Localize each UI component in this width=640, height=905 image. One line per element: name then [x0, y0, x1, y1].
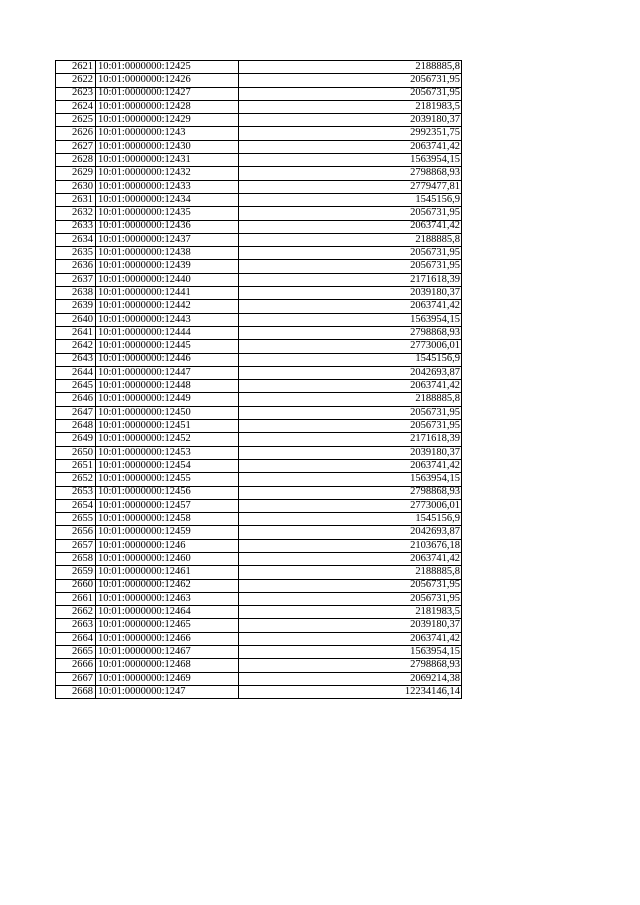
cadastral-number-cell: 10:01:0000000:12450	[96, 406, 239, 419]
table-row	[56, 260, 462, 273]
row-number-cell: 2647	[56, 406, 96, 419]
table-row	[56, 526, 462, 539]
row-number-cell: 2659	[56, 566, 96, 579]
cadastral-number-cell: 10:01:0000000:12439	[96, 260, 239, 273]
table-row	[56, 606, 462, 619]
value-cell: 2056731,95	[239, 579, 462, 592]
value-cell: 2188885,8	[239, 233, 462, 246]
value-cell: 2063741,42	[239, 220, 462, 233]
value-cell: 2773006,01	[239, 340, 462, 353]
table-row	[56, 632, 462, 645]
value-cell: 2056731,95	[239, 247, 462, 260]
table-row	[56, 87, 462, 100]
value-cell: 2181983,5	[239, 606, 462, 619]
row-number-cell: 2642	[56, 340, 96, 353]
value-cell: 2056731,95	[239, 87, 462, 100]
cadastral-number-cell: 10:01:0000000:12429	[96, 114, 239, 127]
table-row	[56, 313, 462, 326]
value-cell: 2039180,37	[239, 287, 462, 300]
value-cell: 1545156,9	[239, 353, 462, 366]
value-cell: 2056731,95	[239, 592, 462, 605]
row-number-cell: 2629	[56, 167, 96, 180]
cadastral-number-cell: 10:01:0000000:12451	[96, 420, 239, 433]
row-number-cell: 2664	[56, 632, 96, 645]
row-number-cell: 2637	[56, 273, 96, 286]
cadastral-number-cell: 10:01:0000000:12457	[96, 499, 239, 512]
cadastral-number-cell: 10:01:0000000:12436	[96, 220, 239, 233]
table-row	[56, 619, 462, 632]
table-row	[56, 393, 462, 406]
value-cell: 2042693,87	[239, 526, 462, 539]
table-row	[56, 233, 462, 246]
table-row	[56, 420, 462, 433]
row-number-cell: 2628	[56, 154, 96, 167]
value-cell: 2798868,93	[239, 326, 462, 339]
value-cell: 2039180,37	[239, 446, 462, 459]
row-number-cell: 2667	[56, 672, 96, 685]
table-row	[56, 672, 462, 685]
cadastral-number-cell: 10:01:0000000:12431	[96, 154, 239, 167]
value-cell: 2188885,8	[239, 393, 462, 406]
cadastral-number-cell: 10:01:0000000:1243	[96, 127, 239, 140]
cadastral-number-cell: 10:01:0000000:12466	[96, 632, 239, 645]
cadastral-number-cell: 10:01:0000000:12465	[96, 619, 239, 632]
table-row	[56, 300, 462, 313]
table-row	[56, 340, 462, 353]
row-number-cell: 2630	[56, 180, 96, 193]
value-cell: 2042693,87	[239, 366, 462, 379]
row-number-cell: 2645	[56, 380, 96, 393]
table-row	[56, 592, 462, 605]
cadastral-number-cell: 10:01:0000000:12456	[96, 486, 239, 499]
cadastral-number-cell: 10:01:0000000:12441	[96, 287, 239, 300]
table-row	[56, 114, 462, 127]
row-number-cell: 2643	[56, 353, 96, 366]
value-cell: 2063741,42	[239, 552, 462, 565]
value-cell: 2063741,42	[239, 632, 462, 645]
cadastral-number-cell: 10:01:0000000:12432	[96, 167, 239, 180]
value-cell: 2779477,81	[239, 180, 462, 193]
cadastral-number-cell: 10:01:0000000:12447	[96, 366, 239, 379]
value-cell: 2039180,37	[239, 114, 462, 127]
cadastral-number-cell: 10:01:0000000:12468	[96, 659, 239, 672]
row-number-cell: 2624	[56, 100, 96, 113]
row-number-cell: 2634	[56, 233, 96, 246]
cadastral-number-cell: 10:01:0000000:12434	[96, 193, 239, 206]
value-cell: 2063741,42	[239, 140, 462, 153]
row-number-cell: 2655	[56, 513, 96, 526]
table-row	[56, 380, 462, 393]
table-row	[56, 180, 462, 193]
row-number-cell: 2651	[56, 459, 96, 472]
table-row	[56, 579, 462, 592]
row-number-cell: 2663	[56, 619, 96, 632]
cadastral-number-cell: 10:01:0000000:12454	[96, 459, 239, 472]
cadastral-number-cell: 10:01:0000000:12440	[96, 273, 239, 286]
row-number-cell: 2639	[56, 300, 96, 313]
row-number-cell: 2660	[56, 579, 96, 592]
table-row	[56, 486, 462, 499]
cadastral-number-cell: 10:01:0000000:1246	[96, 539, 239, 552]
value-cell: 2063741,42	[239, 380, 462, 393]
cadastral-number-cell: 10:01:0000000:12448	[96, 380, 239, 393]
row-number-cell: 2666	[56, 659, 96, 672]
value-cell: 2056731,95	[239, 74, 462, 87]
value-cell: 2798868,93	[239, 486, 462, 499]
table-row	[56, 326, 462, 339]
table-row	[56, 659, 462, 672]
value-cell: 1563954,15	[239, 473, 462, 486]
table-row	[56, 273, 462, 286]
table-row	[56, 539, 462, 552]
value-cell: 2798868,93	[239, 659, 462, 672]
cadastral-number-cell: 10:01:0000000:12426	[96, 74, 239, 87]
table-row	[56, 287, 462, 300]
row-number-cell: 2656	[56, 526, 96, 539]
cadastral-number-cell: 10:01:0000000:12464	[96, 606, 239, 619]
cadastral-number-cell: 10:01:0000000:12469	[96, 672, 239, 685]
row-number-cell: 2650	[56, 446, 96, 459]
value-cell: 2063741,42	[239, 459, 462, 472]
row-number-cell: 2621	[56, 61, 96, 74]
cadastral-number-cell: 10:01:0000000:12438	[96, 247, 239, 260]
value-cell: 1545156,9	[239, 193, 462, 206]
value-cell: 2056731,95	[239, 406, 462, 419]
row-number-cell: 2644	[56, 366, 96, 379]
row-number-cell: 2636	[56, 260, 96, 273]
cadastral-number-cell: 10:01:0000000:12460	[96, 552, 239, 565]
table-row	[56, 247, 462, 260]
table-row	[56, 207, 462, 220]
table-row	[56, 566, 462, 579]
value-cell: 2188885,8	[239, 566, 462, 579]
value-cell: 2798868,93	[239, 167, 462, 180]
table-row	[56, 513, 462, 526]
table-row	[56, 154, 462, 167]
table-body	[56, 61, 462, 699]
cadastral-number-cell: 10:01:0000000:12449	[96, 393, 239, 406]
cadastral-number-cell: 10:01:0000000:12458	[96, 513, 239, 526]
table-row	[56, 446, 462, 459]
table-row	[56, 366, 462, 379]
value-cell: 2171618,39	[239, 433, 462, 446]
row-number-cell: 2648	[56, 420, 96, 433]
row-number-cell: 2649	[56, 433, 96, 446]
table-row	[56, 167, 462, 180]
cadastral-number-cell: 10:01:0000000:12442	[96, 300, 239, 313]
table-row	[56, 220, 462, 233]
value-cell: 2188885,8	[239, 61, 462, 74]
value-cell: 2069214,38	[239, 672, 462, 685]
table-row	[56, 473, 462, 486]
value-cell: 1563954,15	[239, 646, 462, 659]
value-cell: 2773006,01	[239, 499, 462, 512]
table-row	[56, 459, 462, 472]
row-number-cell: 2627	[56, 140, 96, 153]
table-row	[56, 353, 462, 366]
row-number-cell: 2646	[56, 393, 96, 406]
value-cell: 2181983,5	[239, 100, 462, 113]
value-cell: 1563954,15	[239, 313, 462, 326]
table-row	[56, 685, 462, 698]
row-number-cell: 2635	[56, 247, 96, 260]
row-number-cell: 2632	[56, 207, 96, 220]
cadastral-number-cell: 10:01:0000000:12446	[96, 353, 239, 366]
row-number-cell: 2654	[56, 499, 96, 512]
row-number-cell: 2633	[56, 220, 96, 233]
value-cell: 1545156,9	[239, 513, 462, 526]
cadastral-number-cell: 10:01:0000000:12437	[96, 233, 239, 246]
cadastral-number-cell: 10:01:0000000:12461	[96, 566, 239, 579]
table-row	[56, 433, 462, 446]
table-row	[56, 406, 462, 419]
cadastral-number-cell: 10:01:0000000:1247	[96, 685, 239, 698]
value-cell: 2063741,42	[239, 300, 462, 313]
table-row	[56, 74, 462, 87]
row-number-cell: 2626	[56, 127, 96, 140]
table-row	[56, 100, 462, 113]
value-cell: 1563954,15	[239, 154, 462, 167]
value-cell: 2171618,39	[239, 273, 462, 286]
table-row	[56, 499, 462, 512]
value-cell: 2103676,18	[239, 539, 462, 552]
cadastral-number-cell: 10:01:0000000:12463	[96, 592, 239, 605]
cadastral-number-cell: 10:01:0000000:12445	[96, 340, 239, 353]
row-number-cell: 2668	[56, 685, 96, 698]
data-table	[55, 60, 462, 699]
cadastral-number-cell: 10:01:0000000:12433	[96, 180, 239, 193]
row-number-cell: 2662	[56, 606, 96, 619]
cadastral-number-cell: 10:01:0000000:12443	[96, 313, 239, 326]
value-cell: 2056731,95	[239, 207, 462, 220]
row-number-cell: 2658	[56, 552, 96, 565]
row-number-cell: 2657	[56, 539, 96, 552]
cadastral-number-cell: 10:01:0000000:12428	[96, 100, 239, 113]
row-number-cell: 2661	[56, 592, 96, 605]
table-row	[56, 646, 462, 659]
cadastral-number-cell: 10:01:0000000:12459	[96, 526, 239, 539]
table-row	[56, 193, 462, 206]
row-number-cell: 2640	[56, 313, 96, 326]
row-number-cell: 2653	[56, 486, 96, 499]
cadastral-number-cell: 10:01:0000000:12452	[96, 433, 239, 446]
row-number-cell: 2625	[56, 114, 96, 127]
value-cell: 2039180,37	[239, 619, 462, 632]
cadastral-number-cell: 10:01:0000000:12467	[96, 646, 239, 659]
cadastral-number-cell: 10:01:0000000:12455	[96, 473, 239, 486]
table-row	[56, 140, 462, 153]
value-cell: 2992351,75	[239, 127, 462, 140]
cadastral-number-cell: 10:01:0000000:12444	[96, 326, 239, 339]
row-number-cell: 2631	[56, 193, 96, 206]
cadastral-number-cell: 10:01:0000000:12462	[96, 579, 239, 592]
value-cell: 2056731,95	[239, 420, 462, 433]
row-number-cell: 2638	[56, 287, 96, 300]
cadastral-number-cell: 10:01:0000000:12430	[96, 140, 239, 153]
row-number-cell: 2622	[56, 74, 96, 87]
row-number-cell: 2652	[56, 473, 96, 486]
cadastral-number-cell: 10:01:0000000:12453	[96, 446, 239, 459]
cadastral-number-cell: 10:01:0000000:12435	[96, 207, 239, 220]
value-cell: 12234146,14	[239, 685, 462, 698]
table-row	[56, 61, 462, 74]
row-number-cell: 2665	[56, 646, 96, 659]
cadastral-number-cell: 10:01:0000000:12425	[96, 61, 239, 74]
table-row	[56, 127, 462, 140]
row-number-cell: 2641	[56, 326, 96, 339]
value-cell: 2056731,95	[239, 260, 462, 273]
cadastral-number-cell: 10:01:0000000:12427	[96, 87, 239, 100]
table-row	[56, 552, 462, 565]
row-number-cell: 2623	[56, 87, 96, 100]
